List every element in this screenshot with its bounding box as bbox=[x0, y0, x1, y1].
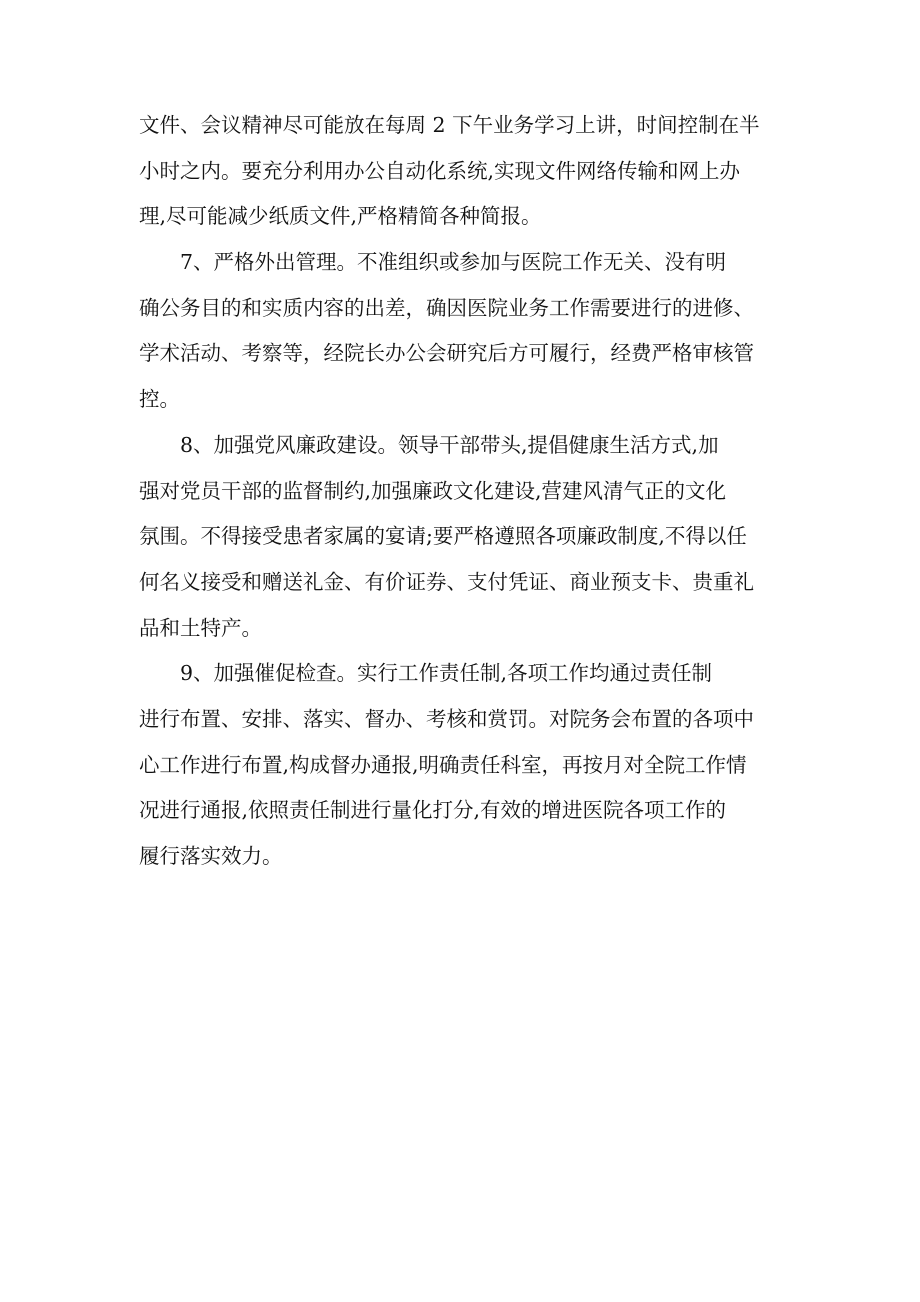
paragraph-item-8 bbox=[139, 423, 789, 651]
document-body bbox=[139, 103, 789, 880]
text-line: 小时之内。要充分利用办公自动化系统,实现文件网络传输和网上办 bbox=[139, 158, 741, 183]
text-line: 履行落实效力。 bbox=[139, 844, 283, 868]
text-line: 进行布置、安排、落实、督办、考核和赏罚。对院务会布置的各项中 bbox=[139, 706, 754, 731]
text-line: 品和土特产。 bbox=[139, 615, 262, 640]
text-line: 确公务目的和实质内容的出差，确因医院业务工作需要进行的进修、 bbox=[139, 295, 754, 320]
text-line: 8、加强党风廉政建设。领导干部带头,提倡健康生活方式,加 bbox=[139, 432, 719, 457]
text-line: 文件、会议精神尽可能放在每周 2 下午业务学习上讲，时间控制在半 bbox=[139, 113, 760, 137]
text-line: 况进行通报,依照责任制进行量化打分,有效的增进医院各项工作的 bbox=[139, 798, 727, 823]
text-line: 控。 bbox=[139, 387, 180, 412]
paragraph-item-9 bbox=[139, 651, 789, 879]
text-line: 理,尽可能减少纸质文件,严格精简各种简报。 bbox=[139, 204, 542, 229]
text-line: 何名义接受和赠送礼金、有价证券、支付凭证、商业预支卡、贵重礼 bbox=[139, 569, 754, 594]
text-line: 学术活动、考察等，经院长办公会研究后方可履行，经费严格审核管 bbox=[139, 341, 754, 366]
text-line: 心工作进行布置,构成督办通报,明确责任科室，再按月对全院工作情 bbox=[139, 752, 747, 777]
text-line: 氛围。不得接受患者家属的宴请;要严格遵照各项廉政制度,不得以任 bbox=[139, 524, 747, 549]
text-line: 强对党员干部的监督制约,加强廉政文化建设,营建风清气正的文化 bbox=[139, 478, 727, 503]
text-line: 7、严格外出管理。不准组织或参加与医院工作无关、没有明 bbox=[139, 250, 727, 275]
paragraph-intro bbox=[139, 103, 789, 240]
text-line: 9、加强催促检查。实行工作责任制,各项工作均通过责任制 bbox=[139, 661, 713, 686]
paragraph-item-7 bbox=[139, 240, 789, 423]
